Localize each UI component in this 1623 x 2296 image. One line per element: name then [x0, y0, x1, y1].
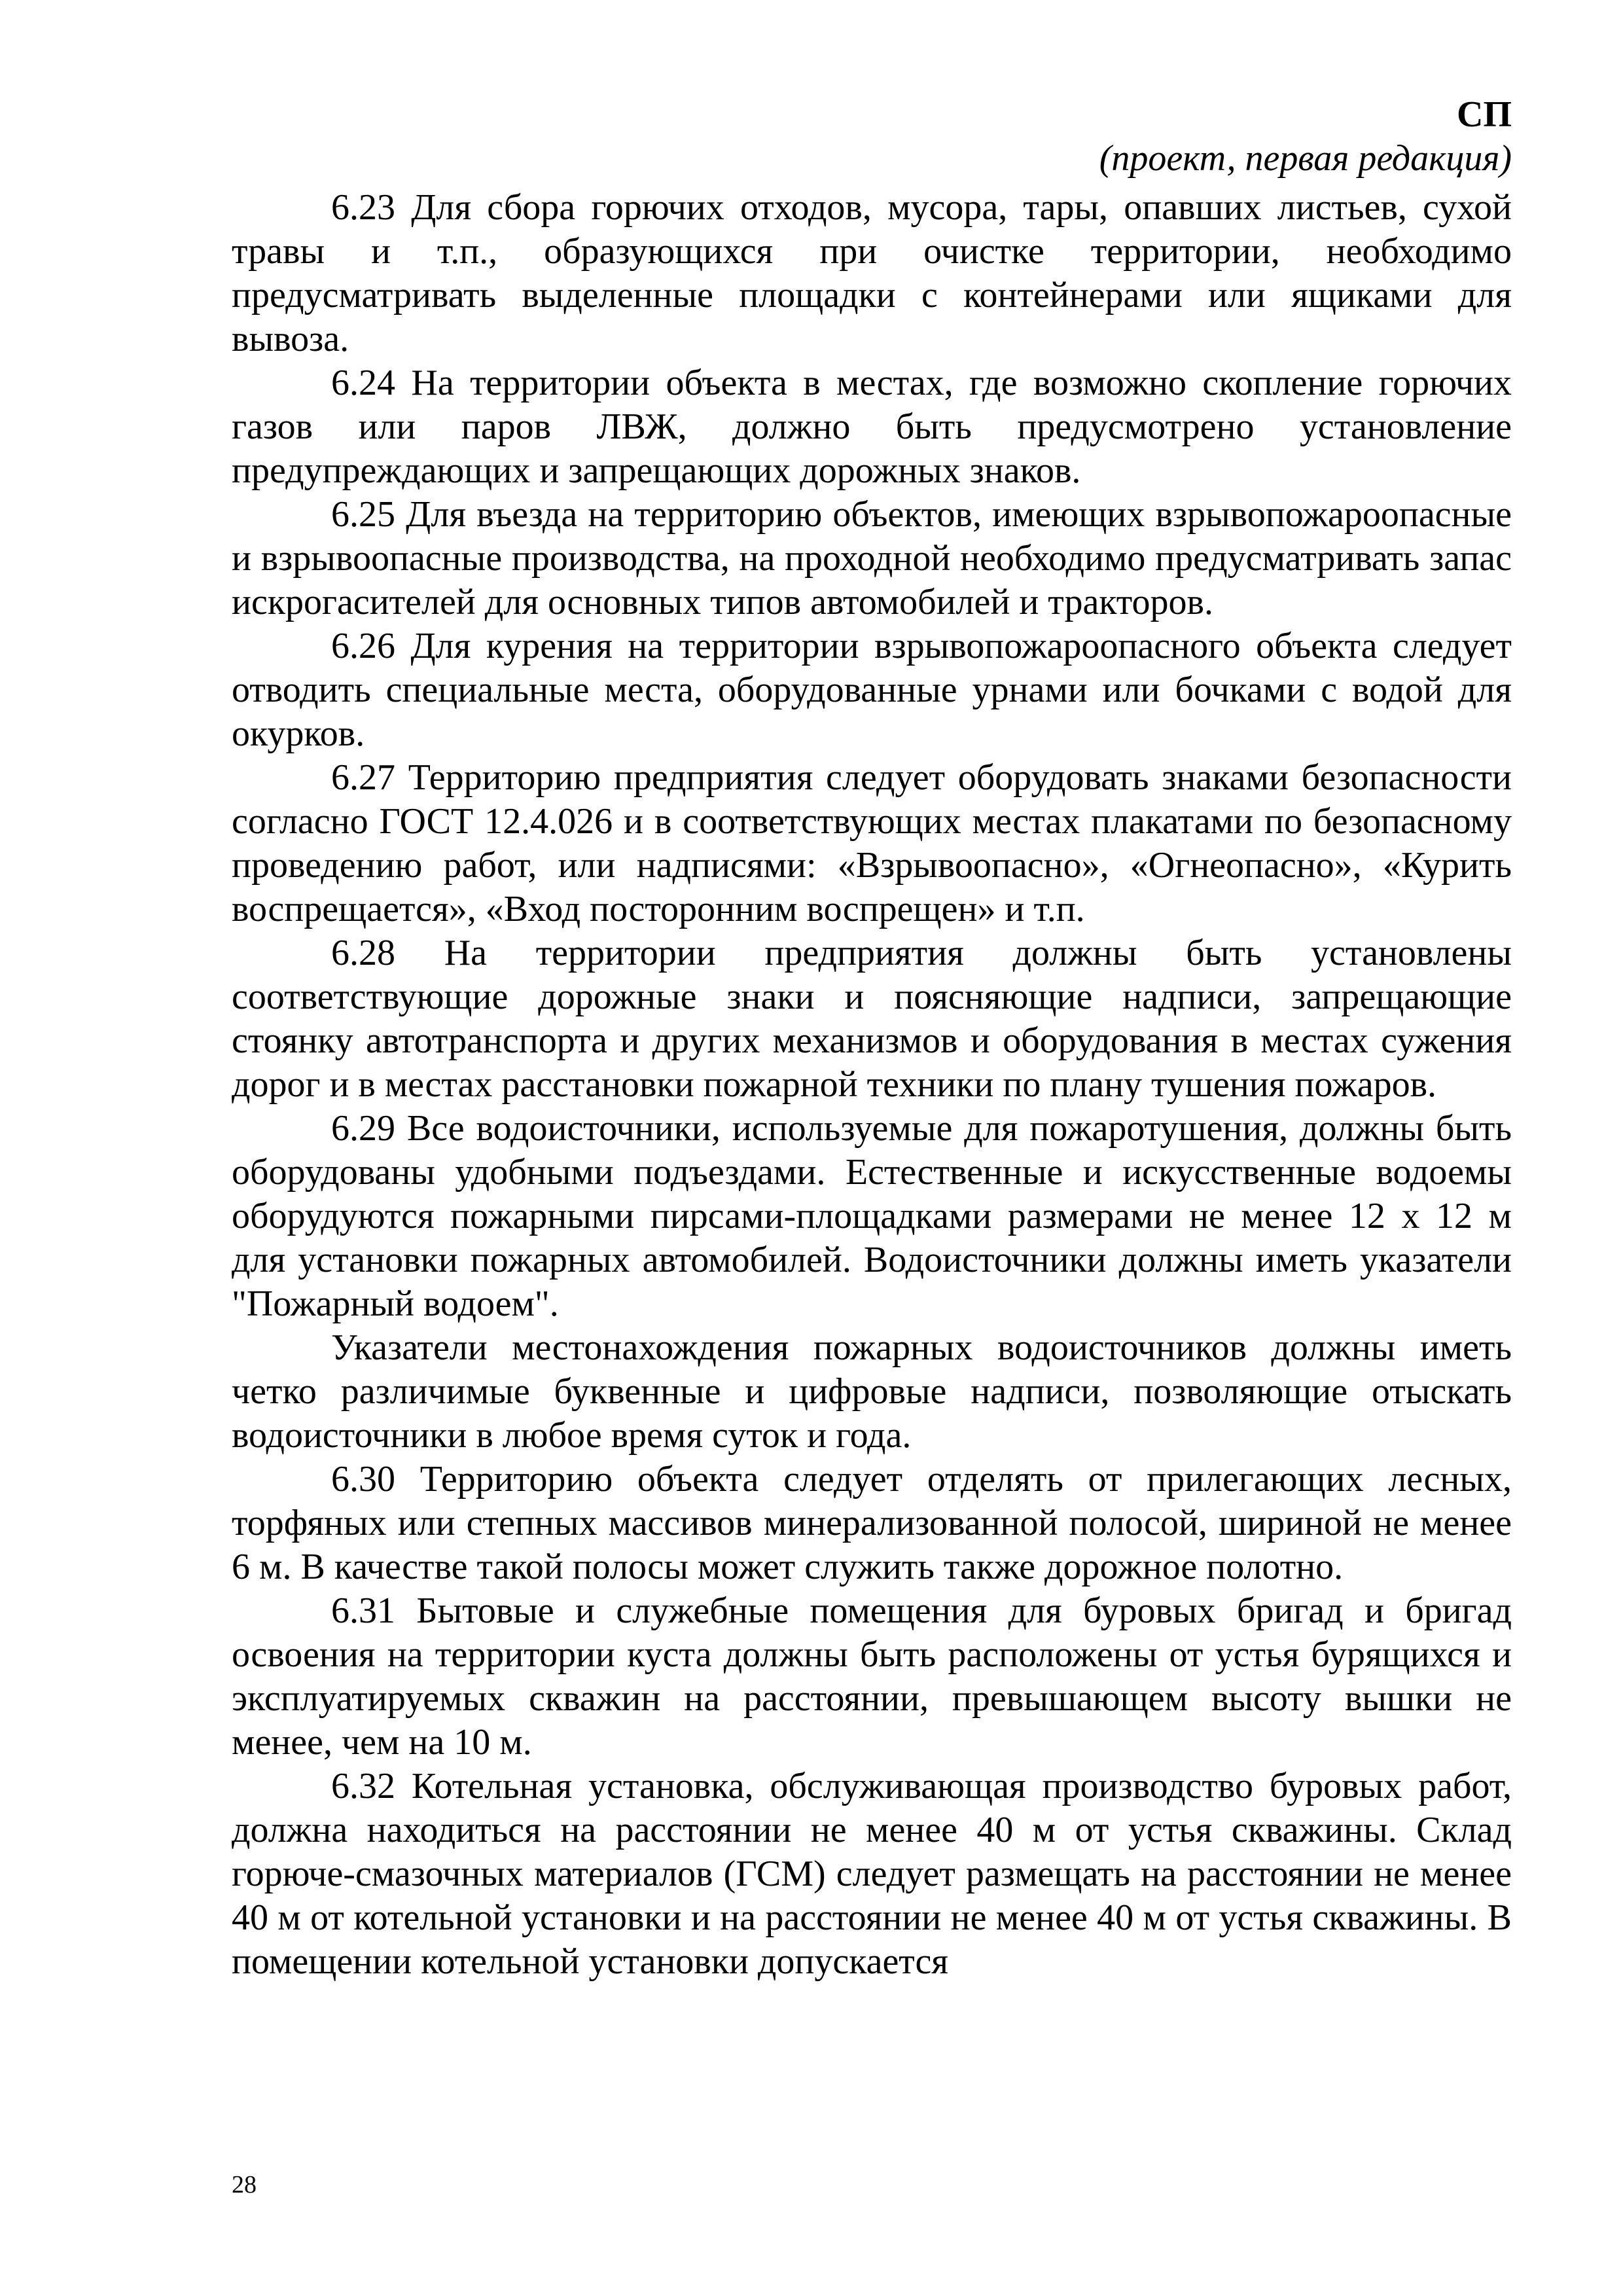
paragraph-6-26: 6.26 Для курения на территории взрывопожароопасного объекта следует отводить специальные места, оборудованные урнами или бочками с водой для окурков.: [232, 626, 1512, 754]
paragraph-6-31: 6.31 Бытовые и служебные помещения для буровых бригад и бригад освоения на территории куста должны быть расположены от устья бурящихся и эксплуатируемых скважин на расстоянии, превышающем высоту вышки не менее, чем на 10 м.: [232, 1590, 1512, 1763]
paragraph-6-32: 6.32 Котельная установка, обслуживающая производство буровых работ, должна находиться на расстоянии не менее 40 м от устья скважины. Склад горюче-смазочных материалов (ГСМ) следует размещать на расстоянии не менее 40 м от котельной установки и на расстоянии не менее 40 м от устья скважины. В помещении котельной установки допускается: [232, 1766, 1512, 1982]
paragraph-6-27: 6.27 Территорию предприятия следует оборудовать знаками безопасности согласно ГОСТ 12.4.026 и в соответствующих местах плакатами по безопасному проведению работ, или надписями: «Взрывоопасно», «Огнеопасно», «Курить воспрещается», «Вход посторонним воспрещен» и т.п.: [232, 757, 1512, 929]
paragraph-6-24: 6.24 На территории объекта в местах, где возможно скопление горючих газов или паров ЛВЖ, должно быть предусмотрено установление предупреждающих и запрещающих дорожных знаков.: [232, 363, 1512, 491]
page-number: 28: [232, 2171, 257, 2198]
paragraph-6-23: 6.23 Для сбора горючих отходов, мусора, тары, опавших листьев, сухой травы и т.п., образующихся при очистке территории, необходимо предусматривать выделенные площадки с контейнерами или ящиками для вывоза.: [232, 187, 1512, 359]
paragraph-6-29: 6.29 Все водоисточники, используемые для пожаротушения, должны быть оборудованы удобными подъездами. Естественные и искусственные водоемы оборудуются пожарными пирсами-площадками размерами не менее 12 х 12 м для установки пожарных автомобилей. Водоисточники должны иметь указатели "Пожарный водоем".: [232, 1108, 1512, 1324]
document-code: СП: [1457, 94, 1512, 135]
paragraph-6-25: 6.25 Для въезда на территорию объектов, имеющих взрывопожароопасные и взрывоопасные производства, на проходной необходимо предусматривать запас искрогасителей для основных типов автомобилей и тракторов.: [232, 494, 1512, 622]
page-body: [232, 186, 1512, 1984]
paragraph-6-28: 6.28 На территории предприятия должны быть установлены соответствующие дорожные знаки и поясняющие надписи, запрещающие стоянку автотранспорта и других механизмов и оборудования в местах сужения дорог и в местах расстановки пожарной техники по плану тушения пожаров.: [232, 933, 1512, 1105]
paragraph-6-30: 6.30 Территорию объекта следует отделять от прилегающих лесных, торфяных или степных массивов минерализованной полосой, шириной не менее 6 м. В качестве такой полосы может служить также дорожное полотно.: [232, 1459, 1512, 1587]
document-status: (проект, первая редакция): [1099, 138, 1512, 179]
paragraph-6-29-continued: Указатели местонахождения пожарных водоисточников должны иметь четко различимые буквенные и цифровые надписи, позволяющие отыскать водоисточники в любое время суток и года.: [232, 1327, 1512, 1456]
